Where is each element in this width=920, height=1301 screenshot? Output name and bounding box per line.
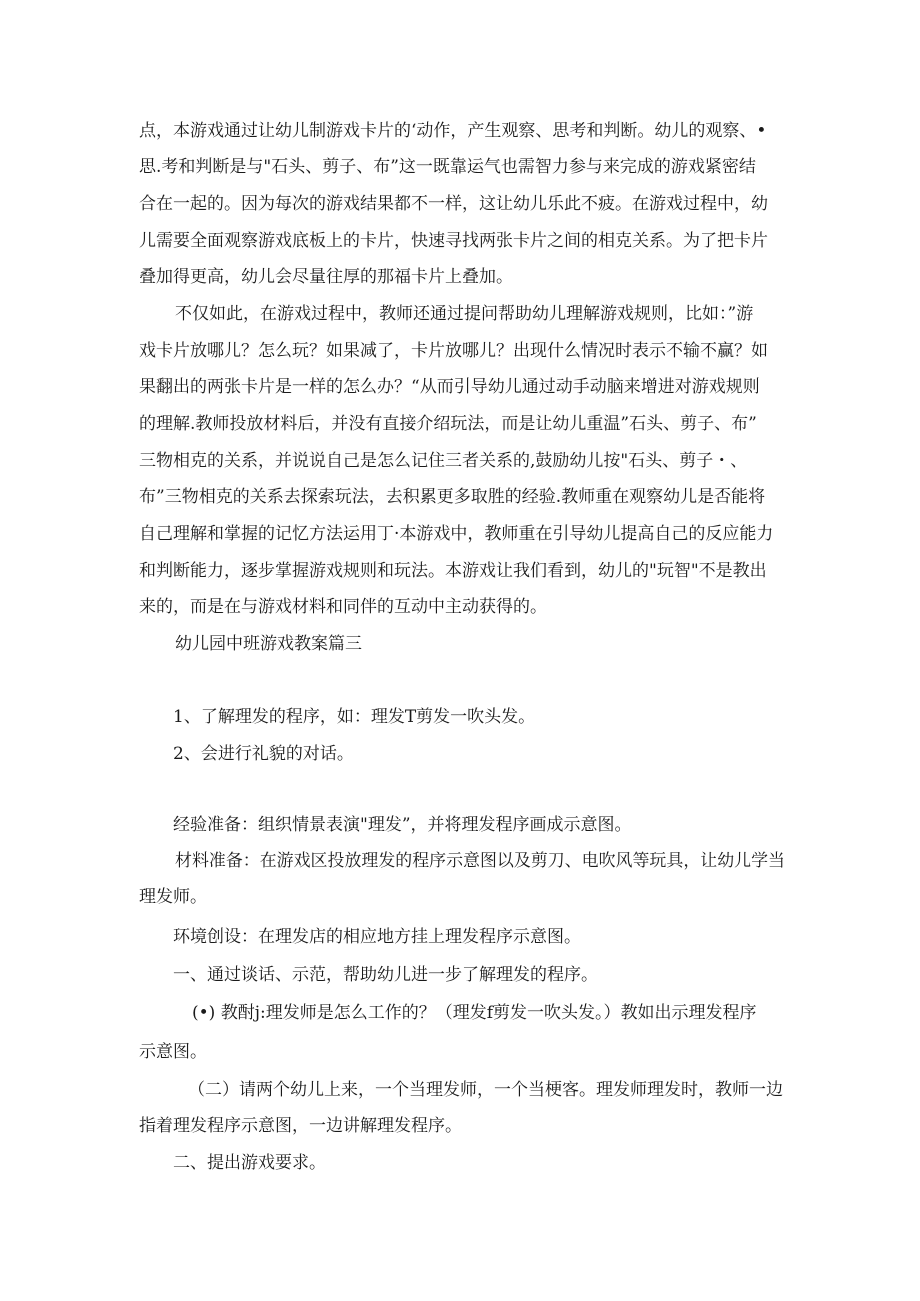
step1-title: 一、通过谈话、示范，帮助幼儿进一步了解理发的程序。	[173, 965, 598, 985]
prep-materials-line: 材料准备：在游戏区投放理发的程序示意图以及剪刀、电吹风等玩具，让幼儿学当	[175, 851, 785, 871]
paragraph2-line: 的理解.教师投放材料后，并没有直接介绍玩法，而是让幼儿重温”石头、剪子、布”	[139, 414, 757, 434]
goal-item: 2、会进行礼貌的对话。	[173, 744, 354, 764]
step1-item1-line: 示意图。	[139, 1042, 207, 1062]
step1-item2-line: 指着理发程序示意图，一边讲解理发程序。	[139, 1116, 462, 1136]
paragraph1-line: 儿需要全面观察游戏底板上的卡片，快速寻找两张卡片之间的相克关系。为了把卡片	[139, 231, 768, 251]
paragraph2-line: 自己理解和掌握的记忆方法运用丁·本游戏中，教师重在引导幼儿提高自己的反应能力	[139, 524, 774, 544]
paragraph2-line: 果翻出的两张卡片是一样的怎么办？“从而引导幼儿通过动手动脑来增进对游戏规则	[139, 377, 760, 397]
step1-item2-line: （二）请两个幼儿上来，一个当理发师，一个当梗客。理发师理发时，教师一边	[188, 1080, 783, 1100]
section-title: 幼儿园中班游戏教案篇三	[175, 634, 362, 654]
paragraph2-line: 不仅如此，在游戏过程中，教师还通过提问帮助幼儿理解游戏规则，比如：”游	[175, 304, 754, 324]
paragraph2-line: 戏卡片放哪儿？怎么玩？如果减了，卡片放哪儿？出现什么情况时表示不输不赢？如	[139, 341, 768, 361]
paragraph1-line: 合在一起的。因为每次的游戏结果都不一样，这让幼儿乐此不疲。在游戏过程中，幼	[139, 194, 768, 214]
prep-materials-line: 理发师。	[139, 887, 207, 907]
paragraph1-line: 点，本游戏通过让幼儿制游戏卡片的‘动作，产生观察、思考和判断。幼儿的观察、•	[139, 121, 767, 141]
step2-title: 二、提出游戏要求。	[173, 1153, 326, 1173]
paragraph1-line: 叠加得更高，幼儿会尽量往厚的那福卡片上叠加。	[139, 267, 513, 287]
environment-setup: 环境创设：在理发店的相应地方挂上理发程序示意图。	[173, 927, 581, 947]
paragraph2-line: 三物相克的关系，并说说自己是怎么记住三者关系的,鼓励幼儿按"石头、剪子・、	[139, 451, 748, 471]
paragraph2-line: 来的，而是在与游戏材料和同伴的互动中主动获得的。	[139, 597, 547, 617]
prep-experience: 经验准备：组织情景表演"理发”，并将理发程序画成示意图。	[173, 815, 632, 835]
step1-item1-line: (•) 教酎j:理发师是怎么工作的？（理发f剪发一吹头发。）教如出示理发程序	[192, 1003, 757, 1023]
paragraph2-line: 布”三物相克的关系去探索玩法，去积累更多取胜的经验.教师重在观察幼儿是否能将	[139, 487, 766, 507]
paragraph2-line: 和判断能力，逐步掌握游戏规则和玩法。本游戏让我们看到，幼儿的"玩智"不是教出	[139, 561, 767, 581]
paragraph1-line: 思.考和判断是与"石头、剪子、布”这一既靠运气也需智力参与来完成的游戏紧密结	[139, 157, 756, 177]
goal-item: 1、了解理发的程序，如：理发T剪发一吹头发。	[173, 707, 536, 727]
